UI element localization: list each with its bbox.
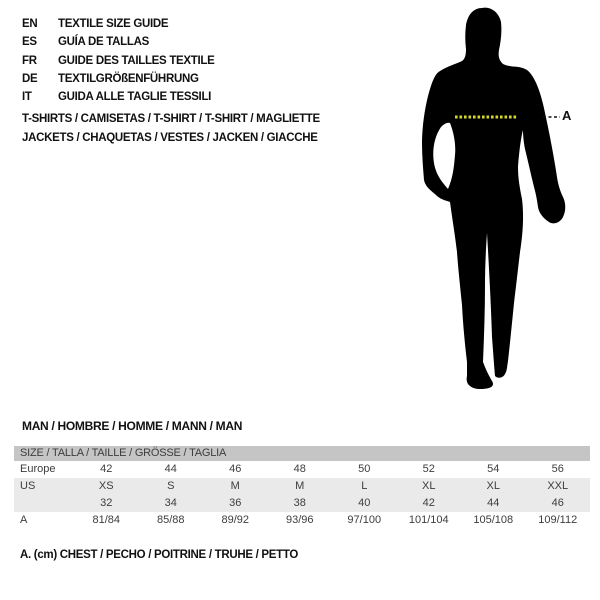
language-code: EN	[22, 18, 38, 31]
size-table-header: SIZE / TALLA / TAILLE / GRÖSSE / TAGLIA	[14, 446, 590, 461]
measurement-footnote: A. (cm) CHEST / PECHO / POITRINE / TRUHE / PETTO	[20, 549, 299, 561]
size-value-cell: 93/96	[285, 514, 314, 526]
size-table-row-us	[14, 478, 590, 495]
language-label: GUIDE DES TAILLES TEXTILE	[58, 54, 215, 67]
size-value-cell: 36	[229, 497, 242, 509]
language-row-fr	[22, 52, 215, 70]
row-label: Europe	[20, 463, 56, 475]
garment-type-line-1: T-SHIRTS / CAMISETAS / T-SHIRT / T-SHIRT / MAGLIETTE	[22, 113, 320, 125]
size-value-cell: S	[167, 480, 175, 492]
garment-type-line-2: JACKETS / CHAQUETAS / VESTES / JACKEN / GIACCHE	[22, 132, 318, 144]
size-value-cell: 101/104	[408, 514, 449, 526]
size-value-cell: XXL	[547, 480, 569, 492]
language-code: FR	[22, 54, 37, 67]
language-label: TEXTILGRÖßENFÜHRUNG	[58, 73, 199, 86]
silhouette-path	[422, 8, 565, 389]
size-value-cell: 44	[487, 497, 500, 509]
language-code: IT	[22, 91, 32, 104]
row-label: A	[20, 514, 28, 526]
size-value-cell: 34	[164, 497, 177, 509]
size-value-cell: 89/92	[221, 514, 250, 526]
size-table-row-europe	[14, 461, 590, 478]
man-figure	[410, 5, 600, 400]
language-code: DE	[22, 73, 38, 86]
man-silhouette	[410, 5, 600, 400]
size-value-cell: L	[361, 480, 368, 492]
size-value-cell: M	[230, 480, 240, 492]
language-row-de	[22, 70, 215, 88]
size-value-cell: M	[295, 480, 305, 492]
size-value-cell: 32	[100, 497, 113, 509]
language-label: TEXTILE SIZE GUIDE	[58, 18, 169, 31]
size-value-cell: 109/112	[538, 514, 578, 526]
language-row-en	[22, 15, 215, 33]
row-label	[14, 495, 74, 512]
size-value-cell: 56	[551, 463, 564, 475]
size-value-cell: 52	[422, 463, 435, 475]
size-value-cell: 48	[293, 463, 306, 475]
language-label: GUÍA DE TALLAS	[58, 36, 149, 49]
language-label: GUIDA ALLE TAGLIE TESSILI	[58, 91, 212, 104]
size-chart-table	[14, 446, 590, 529]
size-value-cell: XL	[486, 480, 500, 492]
garment-type-list	[22, 110, 320, 148]
size-value-cell: 46	[551, 497, 564, 509]
measure-label: A	[562, 108, 572, 123]
size-value-cell: 42	[422, 497, 435, 509]
size-value-cell: 105/108	[473, 514, 514, 526]
size-value-cell: 46	[229, 463, 242, 475]
size-value-cell: XS	[98, 480, 114, 492]
language-list	[22, 15, 215, 106]
size-value-cell: 97/100	[347, 514, 382, 526]
size-value-cell: 42	[100, 463, 113, 475]
section-title: MAN / HOMBRE / HOMME / MANN / MAN	[22, 419, 243, 433]
size-value-cell: 85/88	[156, 514, 185, 526]
size-value-cell: XL	[422, 480, 436, 492]
size-value-cell: 44	[164, 463, 177, 475]
size-table-row	[14, 495, 590, 512]
size-table-header-row	[14, 446, 590, 461]
size-table-row-a	[14, 512, 590, 529]
language-code: ES	[22, 36, 37, 49]
row-label: US	[20, 480, 36, 492]
language-row-es	[22, 33, 215, 51]
size-value-cell: 50	[358, 463, 371, 475]
size-table-body	[14, 461, 590, 529]
size-value-cell: 54	[487, 463, 500, 475]
size-value-cell: 81/84	[92, 514, 121, 526]
language-row-it	[22, 88, 215, 106]
size-value-cell: 40	[358, 497, 371, 509]
size-value-cell: 38	[293, 497, 306, 509]
